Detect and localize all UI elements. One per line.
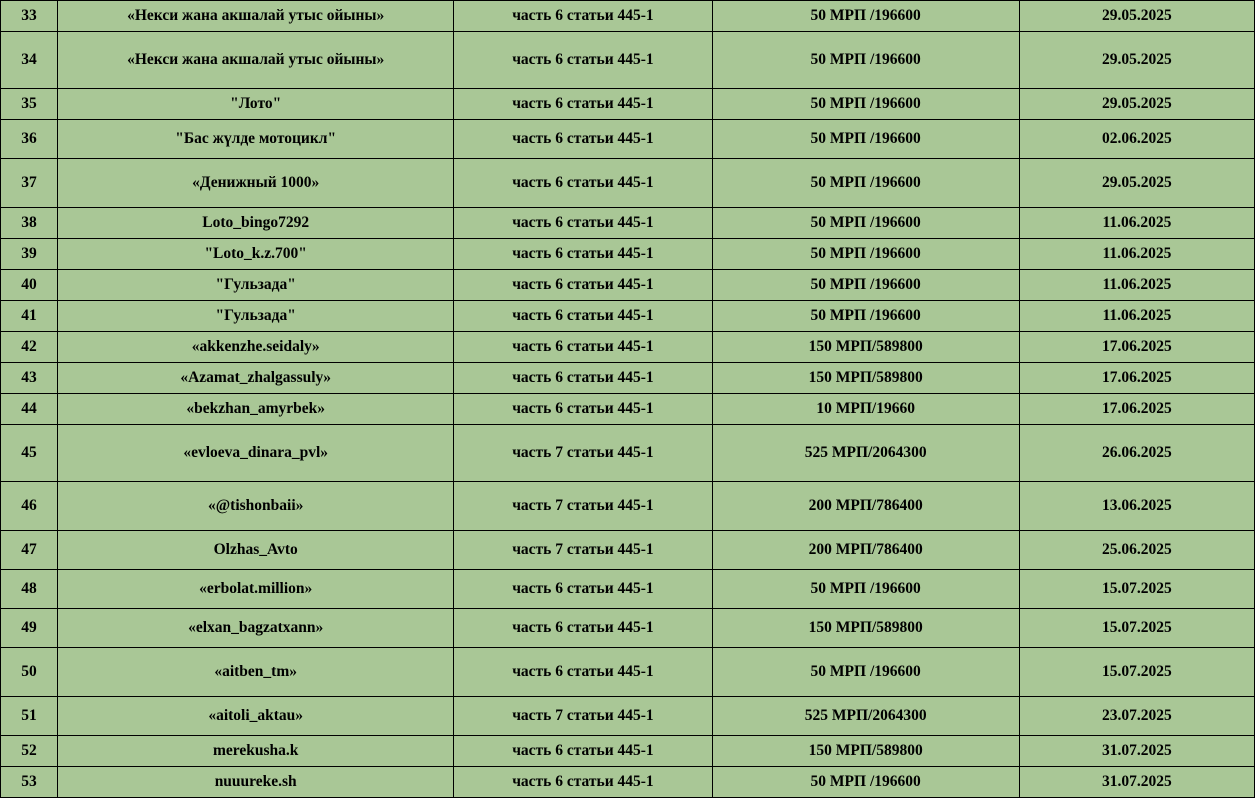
cell-name: «bekzhan_amyrbek» bbox=[58, 394, 454, 425]
cell-number: 48 bbox=[1, 570, 58, 609]
cell-name: «Azamat_zhalgassuly» bbox=[58, 363, 454, 394]
cell-date: 29.05.2025 bbox=[1019, 1, 1254, 32]
cell-article: часть 7 статьи 445-1 bbox=[454, 482, 712, 531]
cell-date: 31.07.2025 bbox=[1019, 736, 1254, 767]
cell-name: "Гульзада" bbox=[58, 301, 454, 332]
cell-article: часть 6 статьи 445-1 bbox=[454, 89, 712, 120]
cell-number: 51 bbox=[1, 697, 58, 736]
cell-number: 33 bbox=[1, 1, 58, 32]
cell-number: 43 bbox=[1, 363, 58, 394]
cell-fine: 50 МРП /196600 bbox=[712, 1, 1019, 32]
cell-article: часть 6 статьи 445-1 bbox=[454, 159, 712, 208]
cell-article: часть 6 статьи 445-1 bbox=[454, 648, 712, 697]
table-row bbox=[1, 531, 1255, 570]
cell-name: merekusha.k bbox=[58, 736, 454, 767]
cell-date: 26.06.2025 bbox=[1019, 425, 1254, 482]
table-row bbox=[1, 736, 1255, 767]
cell-fine: 50 МРП /196600 bbox=[712, 159, 1019, 208]
cell-fine: 200 МРП/786400 bbox=[712, 531, 1019, 570]
cell-article: часть 7 статьи 445-1 bbox=[454, 531, 712, 570]
cell-number: 40 bbox=[1, 270, 58, 301]
cell-fine: 50 МРП /196600 bbox=[712, 767, 1019, 798]
cell-number: 50 bbox=[1, 648, 58, 697]
cell-date: 13.06.2025 bbox=[1019, 482, 1254, 531]
cell-name: "Бас жүлде мотоцикл" bbox=[58, 120, 454, 159]
cell-number: 44 bbox=[1, 394, 58, 425]
table-row bbox=[1, 363, 1255, 394]
table-row bbox=[1, 767, 1255, 798]
cell-date: 11.06.2025 bbox=[1019, 208, 1254, 239]
cell-name: «erbolat.million» bbox=[58, 570, 454, 609]
cell-name: «akkenzhe.seidaly» bbox=[58, 332, 454, 363]
cell-number: 47 bbox=[1, 531, 58, 570]
cell-fine: 50 МРП /196600 bbox=[712, 270, 1019, 301]
cell-fine: 50 МРП /196600 bbox=[712, 239, 1019, 270]
cell-date: 31.07.2025 bbox=[1019, 767, 1254, 798]
cell-number: 36 bbox=[1, 120, 58, 159]
cell-article: часть 6 статьи 445-1 bbox=[454, 301, 712, 332]
cell-date: 23.07.2025 bbox=[1019, 697, 1254, 736]
cell-number: 35 bbox=[1, 89, 58, 120]
cell-fine: 50 МРП /196600 bbox=[712, 648, 1019, 697]
cell-article: часть 6 статьи 445-1 bbox=[454, 363, 712, 394]
cell-article: часть 6 статьи 445-1 bbox=[454, 239, 712, 270]
table-row bbox=[1, 425, 1255, 482]
cell-article: часть 6 статьи 445-1 bbox=[454, 120, 712, 159]
cell-fine: 50 МРП /196600 bbox=[712, 208, 1019, 239]
cell-name: «Денижный 1000» bbox=[58, 159, 454, 208]
cell-name: nuuureke.sh bbox=[58, 767, 454, 798]
cell-fine: 50 МРП /196600 bbox=[712, 32, 1019, 89]
table-row bbox=[1, 570, 1255, 609]
cell-number: 39 bbox=[1, 239, 58, 270]
cell-date: 15.07.2025 bbox=[1019, 648, 1254, 697]
cell-article: часть 6 статьи 445-1 bbox=[454, 32, 712, 89]
cell-name: «aitben_tm» bbox=[58, 648, 454, 697]
cell-fine: 525 МРП/2064300 bbox=[712, 425, 1019, 482]
cell-number: 42 bbox=[1, 332, 58, 363]
table-row bbox=[1, 159, 1255, 208]
cell-number: 41 bbox=[1, 301, 58, 332]
cell-article: часть 6 статьи 445-1 bbox=[454, 394, 712, 425]
cell-name: «elxan_bagzatxann» bbox=[58, 609, 454, 648]
cell-article: часть 7 статьи 445-1 bbox=[454, 697, 712, 736]
cell-name: «Некси жана акшалай утыс ойыны» bbox=[58, 1, 454, 32]
cell-number: 38 bbox=[1, 208, 58, 239]
cell-fine: 150 МРП/589800 bbox=[712, 363, 1019, 394]
cell-date: 25.06.2025 bbox=[1019, 531, 1254, 570]
table-row bbox=[1, 32, 1255, 89]
table-row bbox=[1, 239, 1255, 270]
cell-fine: 200 МРП/786400 bbox=[712, 482, 1019, 531]
cell-date: 15.07.2025 bbox=[1019, 570, 1254, 609]
cell-article: часть 6 статьи 445-1 bbox=[454, 208, 712, 239]
cell-date: 02.06.2025 bbox=[1019, 120, 1254, 159]
cell-date: 17.06.2025 bbox=[1019, 363, 1254, 394]
cell-date: 15.07.2025 bbox=[1019, 609, 1254, 648]
cell-name: «@tishonbaii» bbox=[58, 482, 454, 531]
cell-article: часть 6 статьи 445-1 bbox=[454, 332, 712, 363]
cell-name: «aitoli_aktau» bbox=[58, 697, 454, 736]
cell-number: 45 bbox=[1, 425, 58, 482]
cell-date: 11.06.2025 bbox=[1019, 301, 1254, 332]
table-row bbox=[1, 89, 1255, 120]
table-row bbox=[1, 609, 1255, 648]
cell-number: 53 bbox=[1, 767, 58, 798]
table-row bbox=[1, 1, 1255, 32]
cell-fine: 50 МРП /196600 bbox=[712, 570, 1019, 609]
cell-article: часть 6 статьи 445-1 bbox=[454, 767, 712, 798]
cell-article: часть 6 статьи 445-1 bbox=[454, 1, 712, 32]
cell-number: 52 bbox=[1, 736, 58, 767]
cell-date: 11.06.2025 bbox=[1019, 239, 1254, 270]
cell-fine: 50 МРП /196600 bbox=[712, 120, 1019, 159]
cell-name: «Некси жана акшалай утыс ойыны» bbox=[58, 32, 454, 89]
cell-date: 29.05.2025 bbox=[1019, 32, 1254, 89]
cell-name: "Лото" bbox=[58, 89, 454, 120]
cell-date: 17.06.2025 bbox=[1019, 394, 1254, 425]
cell-fine: 150 МРП/589800 bbox=[712, 609, 1019, 648]
cell-date: 29.05.2025 bbox=[1019, 159, 1254, 208]
cell-fine: 150 МРП/589800 bbox=[712, 736, 1019, 767]
table-row bbox=[1, 648, 1255, 697]
table-row bbox=[1, 482, 1255, 531]
table-row bbox=[1, 301, 1255, 332]
cell-article: часть 6 статьи 445-1 bbox=[454, 270, 712, 301]
cell-date: 29.05.2025 bbox=[1019, 89, 1254, 120]
table-row bbox=[1, 120, 1255, 159]
cell-number: 49 bbox=[1, 609, 58, 648]
table-row bbox=[1, 332, 1255, 363]
table-row bbox=[1, 208, 1255, 239]
cell-number: 46 bbox=[1, 482, 58, 531]
cell-fine: 50 МРП /196600 bbox=[712, 301, 1019, 332]
cell-name: "Loto_k.z.700" bbox=[58, 239, 454, 270]
cell-name: «evloeva_dinara_pvl» bbox=[58, 425, 454, 482]
cell-number: 37 bbox=[1, 159, 58, 208]
cell-name: Olzhas_Avto bbox=[58, 531, 454, 570]
table-row bbox=[1, 394, 1255, 425]
table-body bbox=[1, 1, 1255, 798]
cell-name: "Гульзада" bbox=[58, 270, 454, 301]
cell-date: 11.06.2025 bbox=[1019, 270, 1254, 301]
cell-name: Loto_bingo7292 bbox=[58, 208, 454, 239]
cell-article: часть 7 статьи 445-1 bbox=[454, 425, 712, 482]
table-row bbox=[1, 270, 1255, 301]
table-row bbox=[1, 697, 1255, 736]
cell-article: часть 6 статьи 445-1 bbox=[454, 736, 712, 767]
cell-article: часть 6 статьи 445-1 bbox=[454, 570, 712, 609]
cell-fine: 50 МРП /196600 bbox=[712, 89, 1019, 120]
cell-fine: 525 МРП/2064300 bbox=[712, 697, 1019, 736]
cell-article: часть 6 статьи 445-1 bbox=[454, 609, 712, 648]
cell-fine: 10 МРП/19660 bbox=[712, 394, 1019, 425]
cell-date: 17.06.2025 bbox=[1019, 332, 1254, 363]
cell-number: 34 bbox=[1, 32, 58, 89]
cell-fine: 150 МРП/589800 bbox=[712, 332, 1019, 363]
